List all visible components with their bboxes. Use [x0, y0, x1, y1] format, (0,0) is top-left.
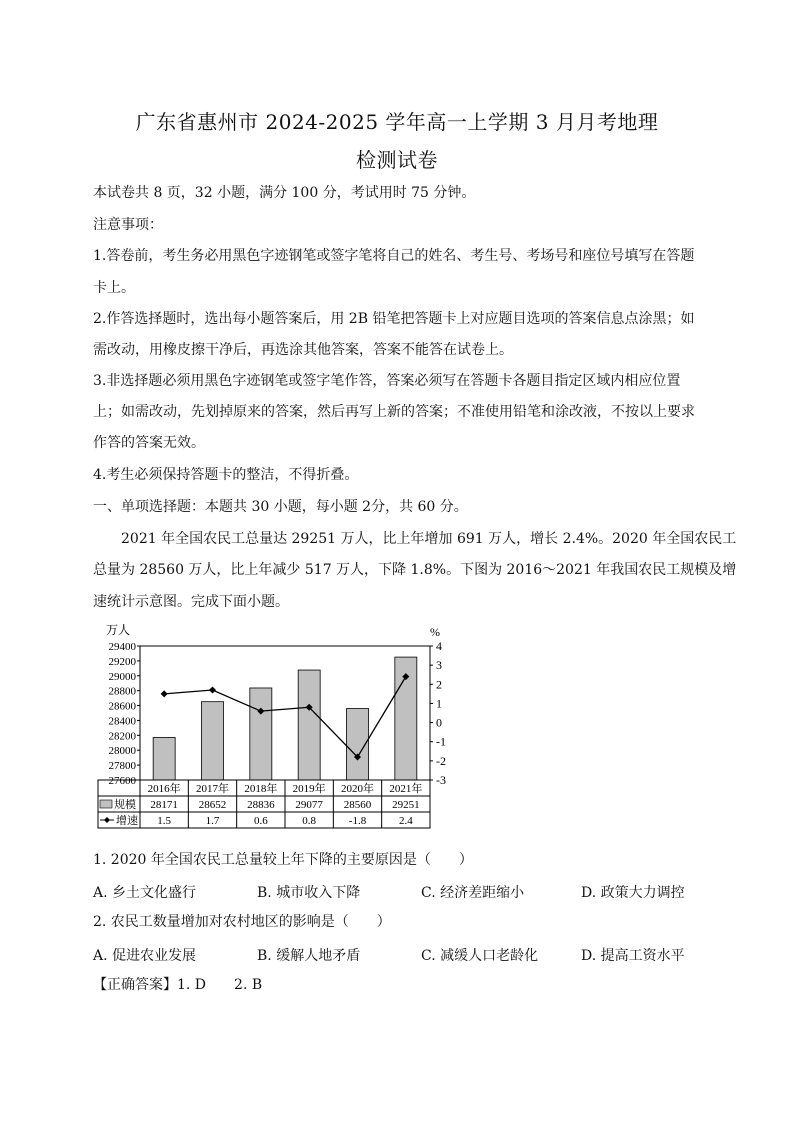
- notice-1-line-a: 1.答卷前，考生务必用黑色字迹钢笔或签字笔将自己的姓名、考生号、考场号和座位号填写在答题: [93, 248, 695, 264]
- left-tick-label: 28200: [108, 730, 136, 743]
- q1-option-d: D. 政策大力调控: [581, 885, 685, 901]
- notice-2-line-b: 需改动，用橡皮擦干净后，再选涂其他答案，答案不能答在试卷上。: [93, 342, 513, 358]
- growth-value-label: 0.6: [253, 815, 268, 827]
- scale-value-label: 28560: [343, 799, 372, 811]
- passage-line-a: 2021 年全国农民工总量达 29251 万人，比上年增加 691 万人，增长 2.4%。2020 年全国农民工: [121, 531, 737, 547]
- growth-value-label: 1.7: [205, 815, 220, 827]
- legend-bar-swatch: [100, 800, 112, 808]
- growth-point-2016年: [161, 690, 168, 697]
- q2-option-d: D. 提高工资水平: [581, 948, 685, 964]
- category-label: 2020年: [341, 783, 374, 795]
- category-label: 2016年: [147, 783, 181, 795]
- right-tick-label: 3: [436, 658, 442, 673]
- growth-value-label: 1.5: [157, 815, 172, 827]
- legend-line-name: 增速: [116, 815, 138, 827]
- scale-value-label: 28836: [247, 799, 275, 811]
- left-tick-label: 28600: [108, 700, 136, 713]
- answer-line: 【正确答案】1. D 2. B: [93, 977, 263, 993]
- left-tick-label: 29200: [108, 655, 136, 668]
- left-tick-label: 29000: [108, 670, 136, 683]
- category-label: 2021年: [389, 783, 423, 795]
- passage-line-c: 速统计示意图。完成下面小题。: [93, 594, 289, 610]
- notice-1-line-b: 卡上。: [93, 280, 135, 296]
- notice-heading: 注意事项：: [93, 217, 163, 233]
- right-tick-label: 1: [436, 696, 442, 711]
- right-tick-label: -2: [436, 753, 446, 768]
- question-1: 1. 2020 年全国农民工总量较上年下降的主要原因是（ ）: [93, 852, 473, 868]
- right-tick-label: -3: [436, 773, 446, 787]
- bar-2016年: [153, 737, 175, 780]
- notice-3-line-c: 作答的答案无效。: [93, 435, 205, 451]
- intro-text: 本试卷共 8 页，32 小题，满分 100 分，考试用时 75 分钟。: [93, 185, 476, 201]
- section-heading: 一、单项选择题：本题共 30 小题，每小题 2分，共 60 分。: [93, 499, 468, 515]
- left-tick-label: 28400: [108, 715, 136, 728]
- notice-4: 4.考生必须保持答题卡的整洁，不得折叠。: [93, 467, 359, 483]
- q1-option-b: B. 城市收入下降: [257, 885, 361, 901]
- notice-3-line-b: 上；如需改动，先划掉原来的答案，然后再写上新的答案；不准使用铅笔和涂改液，不按以上要求: [93, 404, 695, 420]
- q2-option-a: A. 促进农业发展: [93, 948, 197, 964]
- left-tick-label: 29400: [108, 641, 136, 653]
- notice-3-line-a: 3.非选择题必须用黑色字迹钢笔或签字笔作答，答案必须写在答题卡各题目指定区域内相应位置: [93, 373, 681, 389]
- right-tick-label: 2: [436, 677, 442, 692]
- scale-value-label: 28171: [150, 799, 178, 811]
- scale-value-label: 29251: [392, 799, 420, 811]
- bar-2019年: [298, 670, 320, 780]
- left-tick-label: 27800: [108, 760, 136, 773]
- growth-value-label: -1.8: [348, 815, 367, 827]
- category-label: 2017年: [196, 783, 229, 795]
- migrant-worker-chart: [94, 622, 444, 832]
- left-axis-unit: 万人: [106, 623, 131, 637]
- chart-svg: [94, 622, 444, 832]
- left-tick-label: 28800: [108, 685, 136, 698]
- growth-value-label: 0.8: [302, 815, 317, 827]
- q1-option-a: A. 乡土文化盛行: [93, 885, 197, 901]
- q2-option-b: B. 缓解人地矛盾: [257, 948, 361, 964]
- category-label: 2018年: [244, 783, 278, 795]
- notice-2-line-a: 2.作答选择题时，选出每小题答案后，用 2B 铅笔把答题卡上对应题目选项的答案信息点涂黑；如: [93, 311, 695, 327]
- q2-option-c: C. 减缓人口老龄化: [421, 948, 539, 964]
- scale-value-label: 28652: [198, 799, 227, 811]
- legend-line-marker: [104, 817, 110, 823]
- right-axis-unit: %: [430, 625, 440, 639]
- legend-bar-name: 规模: [114, 799, 136, 811]
- right-tick-label: -1: [436, 734, 446, 749]
- bar-2018年: [250, 688, 272, 780]
- plot-frame: [140, 646, 430, 780]
- document-title-line2: 检测试卷: [356, 148, 438, 172]
- growth-value-label: 2.4: [398, 815, 413, 827]
- bar-2017年: [202, 702, 224, 780]
- growth-line: [164, 677, 406, 757]
- left-tick-label: 28000: [108, 745, 136, 758]
- left-tick-label: 27600: [108, 775, 136, 787]
- passage-line-b: 总量为 28560 万人，比上年减少 517 万人，下降 1.8%。下图为 2016～2021 年我国农民工规模及增: [93, 562, 737, 578]
- scale-value-label: 29077: [295, 799, 323, 811]
- right-tick-label: 0: [436, 715, 442, 730]
- question-2: 2. 农民工数量增加对农村地区的影响是（ ）: [93, 914, 391, 930]
- document-title-line1: 广东省惠州市 2024-2025 学年高一上学期 3 月月考地理: [135, 110, 659, 134]
- growth-point-2017年: [209, 687, 216, 694]
- right-tick-label: 4: [436, 639, 442, 653]
- category-label: 2019年: [292, 783, 326, 795]
- q1-option-c: C. 经济差距缩小: [421, 885, 525, 901]
